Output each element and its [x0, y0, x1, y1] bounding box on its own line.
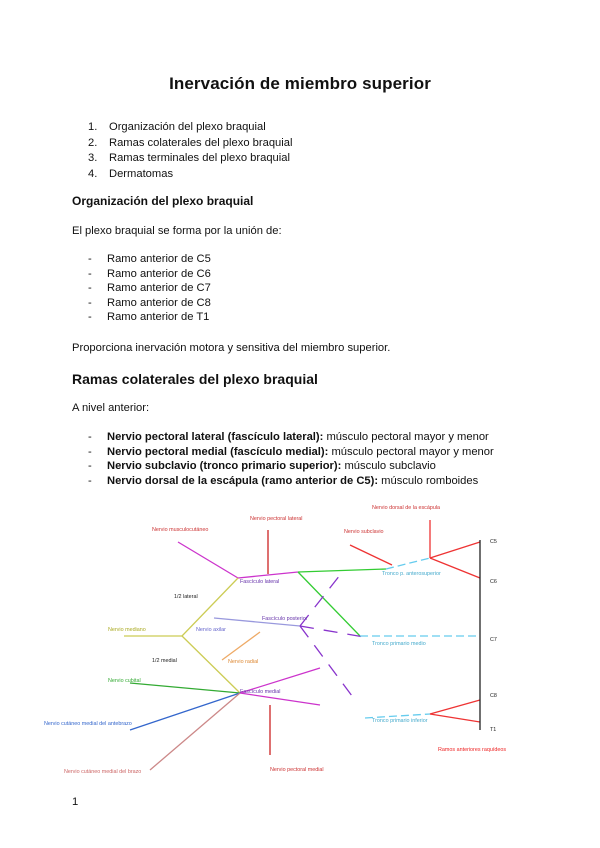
- label-superior-trunk: Tronco p. anterosuperior: [382, 571, 441, 577]
- line-cutaneous-forearm: [130, 693, 240, 730]
- label-c6: C6: [490, 579, 497, 585]
- label-c7: C7: [490, 637, 497, 643]
- label-medial-cord: Fascículo medial: [240, 689, 281, 695]
- label-axillary: Nervio axilar: [196, 627, 226, 633]
- list-item: - Ramo anterior de C6: [88, 267, 211, 280]
- list-item: - Ramo anterior de C5: [88, 253, 211, 265]
- list-item: - Nervio pectoral medial (fascículo medial): músculo pectoral mayor y menor: [88, 445, 494, 458]
- page-title: Inervación de miembro superior: [169, 74, 431, 93]
- label-c8: C8: [490, 693, 497, 699]
- nerve-name: Nervio dorsal de la escápula (ramo anterior de C5):: [107, 474, 379, 487]
- nerve-target: músculo romboides: [378, 474, 479, 487]
- label-medial-half: 1/2 medial: [152, 658, 177, 664]
- line-subclavius: [350, 545, 392, 565]
- line-posterior-cord: [300, 626, 370, 638]
- toc-number: 4.: [88, 167, 98, 180]
- toc-item: [88, 136, 292, 152]
- section1-intro: El plexo braquial se forma por la unión de:: [72, 225, 282, 237]
- toc-text: Organización del plexo braquial: [109, 121, 266, 133]
- label-posterior-cord: Fascículo posterior: [262, 616, 308, 622]
- section2-intro: A nivel anterior:: [72, 402, 150, 414]
- toc-text: Dermatomas: [109, 167, 174, 180]
- label-inferior-trunk: Tronco primario inferior: [372, 718, 428, 724]
- list-item: - Nervio subclavio (tronco primario superior): músculo subclavio: [88, 460, 436, 472]
- label-cutaneous-arm: Nervio cutáneo medial del brazo: [64, 769, 142, 775]
- label-middle-trunk: Tronco primario medio: [372, 641, 426, 647]
- table-of-contents: [88, 120, 292, 182]
- section-heading-colaterales: Ramas colaterales del plexo braquial: [72, 371, 318, 387]
- label-musculocutaneous: Nervio musculocutáneo: [152, 527, 209, 533]
- label-pectoral-lateral: Nervio pectoral lateral: [250, 516, 303, 522]
- brachial-plexus-diagram: [40, 498, 550, 778]
- label-lateral-half: 1/2 lateral: [174, 594, 198, 600]
- nerve-target: músculo pectoral mayor y menor: [328, 445, 494, 458]
- toc-item: [88, 151, 292, 167]
- nerve-name: Nervio pectoral lateral (fascículo lateral):: [107, 431, 324, 443]
- label-c5: C5: [490, 539, 497, 545]
- nerve-name: Nervio pectoral medial (fascículo medial):: [107, 445, 329, 458]
- root-item: Ramo anterior de C6: [107, 267, 211, 280]
- list-item: - Nervio dorsal de la escápula (ramo anterior de C5): músculo romboides: [88, 474, 479, 487]
- label-pectoral-medial: Nervio pectoral medial: [270, 767, 324, 773]
- list-item: - Ramo anterior de C7: [88, 282, 211, 294]
- line-c8: [430, 700, 480, 714]
- toc-text: Ramas terminales del plexo braquial: [109, 152, 290, 164]
- label-median: Nervio mediano: [108, 627, 146, 633]
- root-item: Ramo anterior de C8: [107, 296, 211, 309]
- list-item: - Ramo anterior de C8: [88, 296, 211, 309]
- root-item: Ramo anterior de T1: [107, 311, 210, 323]
- toc-number: 3.: [88, 152, 98, 164]
- section-heading-organizacion: Organización del plexo braquial: [72, 194, 254, 208]
- root-item: Ramo anterior de C7: [107, 282, 211, 294]
- collateral-list: [88, 430, 494, 488]
- label-subclavius: Nervio subclavio: [344, 529, 384, 535]
- line-radial: [222, 632, 260, 660]
- line-lateral-cord: [298, 569, 386, 572]
- root-item: Ramo anterior de C5: [107, 253, 211, 265]
- label-ulnar: Nervio cubital: [108, 678, 141, 684]
- section1-closing: Proporciona inervación motora y sensitiva del miembro superior.: [72, 342, 391, 354]
- toc-number: 1.: [88, 121, 98, 133]
- line-ulnar: [130, 683, 240, 693]
- nerve-name: Nervio subclavio (tronco primario superior):: [107, 460, 342, 472]
- toc-item: [88, 120, 292, 136]
- label-radial: Nervio radial: [228, 659, 259, 665]
- list-item: - Ramo anterior de T1: [88, 311, 210, 323]
- label-anterior-rami: Ramos anteriores raquídeos: [438, 747, 507, 753]
- line-c5: [430, 542, 480, 558]
- line-cutaneous-arm: [150, 693, 240, 770]
- line-t1: [430, 714, 480, 722]
- roots-list: [88, 252, 211, 325]
- label-t1: T1: [490, 727, 497, 733]
- toc-number: 2.: [88, 136, 98, 149]
- line-posterior-to-inferior: [300, 626, 355, 700]
- page-number: 1: [72, 796, 79, 808]
- toc-item: [88, 167, 292, 183]
- label-lateral-cord: Fascículo lateral: [240, 579, 280, 585]
- toc-text: Ramas colaterales del plexo braquial: [109, 136, 293, 149]
- line-musculocutaneous: [178, 542, 238, 578]
- label-cutaneous-forearm: Nervio cutáneo medial del antebrazo: [44, 721, 132, 727]
- line-superior-trunk: [386, 558, 430, 569]
- nerve-target: músculo pectoral mayor y menor: [323, 431, 489, 443]
- label-dorsal-scapular: Nervio dorsal de la escápula: [372, 505, 441, 511]
- line-lateral-to-posterior: [298, 572, 360, 636]
- list-item: - Nervio pectoral lateral (fascículo lateral): músculo pectoral mayor y menor: [88, 431, 489, 443]
- nerve-target: músculo subclavio: [341, 460, 436, 472]
